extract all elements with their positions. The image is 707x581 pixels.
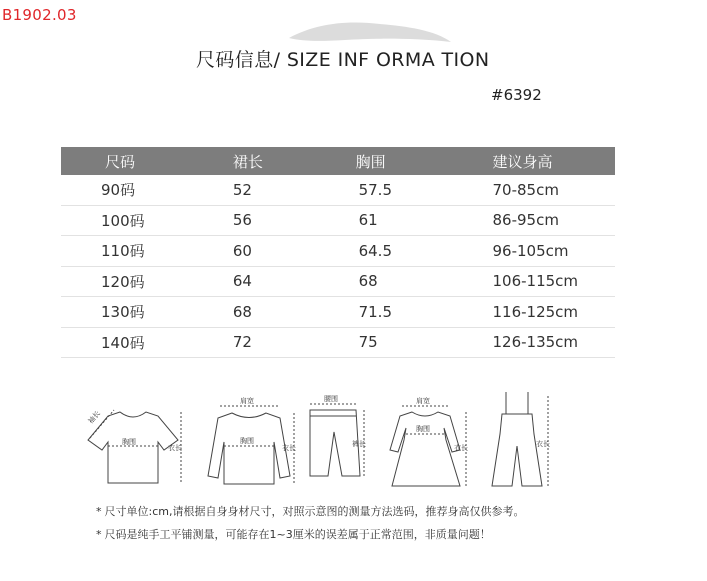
table-row (61, 297, 615, 328)
cell-suggested-height: 126-135cm (490, 327, 616, 358)
pants-waist-label: 腰围 (324, 395, 338, 403)
cell-size: 130码 (61, 297, 231, 328)
table-row (61, 175, 615, 205)
note-text: 尺码是纯手工平铺测量，可能存在1~3厘米的误差属于正常范围，非质量问题！ (104, 528, 491, 541)
cell-dress-length: 72 (231, 327, 356, 358)
cell-size: 110码 (61, 236, 231, 267)
cell-chest: 57.5 (356, 175, 490, 205)
tshirt-length-label: 衣长 (168, 444, 182, 452)
item-number: #6392 (491, 86, 542, 104)
asterisk-icon: * (96, 528, 102, 541)
header-suggested-height: 建议身高 (490, 147, 616, 175)
sweater-chest-label: 胸围 (240, 437, 254, 445)
sweater-length-label: 衣长 (282, 444, 296, 452)
cell-size: 100码 (61, 205, 231, 236)
pants-diagram (310, 394, 366, 476)
cell-chest: 68 (356, 266, 490, 297)
sweater-diagram (208, 396, 296, 484)
cell-size: 90码 (61, 175, 231, 205)
header-chest: 胸围 (356, 147, 490, 175)
note-line (96, 523, 524, 546)
overalls-length-label: 衣长 (536, 440, 550, 448)
cell-chest: 75 (356, 327, 490, 358)
cell-dress-length: 56 (231, 205, 356, 236)
tshirt-sleeve-label: 袖长 (86, 409, 102, 426)
dress-shoulder-label: 肩宽 (416, 397, 430, 405)
sweater-shoulder-label: 肩宽 (240, 397, 254, 405)
overalls-diagram (492, 392, 550, 486)
cell-chest: 71.5 (356, 297, 490, 328)
brush-stroke-decoration (285, 16, 455, 46)
tshirt-diagram (86, 409, 182, 483)
cell-suggested-height: 96-105cm (490, 236, 616, 267)
cell-size: 140码 (61, 327, 231, 358)
header-size: 尺码 (61, 147, 231, 175)
asterisk-icon: * (96, 505, 102, 518)
cell-suggested-height: 116-125cm (490, 297, 616, 328)
page-title: 尺码信息/ SIZE INF ORMA TION (196, 49, 490, 71)
table-row (61, 205, 615, 236)
cell-dress-length: 52 (231, 175, 356, 205)
table-row (61, 266, 615, 297)
table-row (61, 236, 615, 267)
cell-suggested-height: 106-115cm (490, 266, 616, 297)
cell-dress-length: 68 (231, 297, 356, 328)
cell-suggested-height: 86-95cm (490, 205, 616, 236)
cell-suggested-height: 70-85cm (490, 175, 616, 205)
note-line (96, 500, 524, 523)
dress-length-label: 衣长 (454, 444, 468, 452)
cell-size: 120码 (61, 266, 231, 297)
dress-diagram (390, 396, 468, 486)
note-text: 尺寸单位:cm,请根据自身身材尺寸，对照示意图的测量方法选码，推荐身高仅供参考。 (104, 505, 525, 518)
header-dress-length: 裙长 (231, 147, 356, 175)
cell-chest: 61 (356, 205, 490, 236)
cell-dress-length: 60 (231, 236, 356, 267)
pants-length-label: 裤长 (352, 440, 366, 448)
size-table (61, 147, 615, 358)
table-row (61, 327, 615, 358)
table-header-row (61, 147, 615, 175)
measurement-diagrams (80, 388, 580, 488)
notes (96, 500, 524, 546)
product-code-label: B1902.03 (2, 6, 77, 24)
dress-chest-label: 胸围 (416, 425, 430, 433)
tshirt-chest-label: 胸围 (122, 438, 136, 446)
cell-dress-length: 64 (231, 266, 356, 297)
cell-chest: 64.5 (356, 236, 490, 267)
